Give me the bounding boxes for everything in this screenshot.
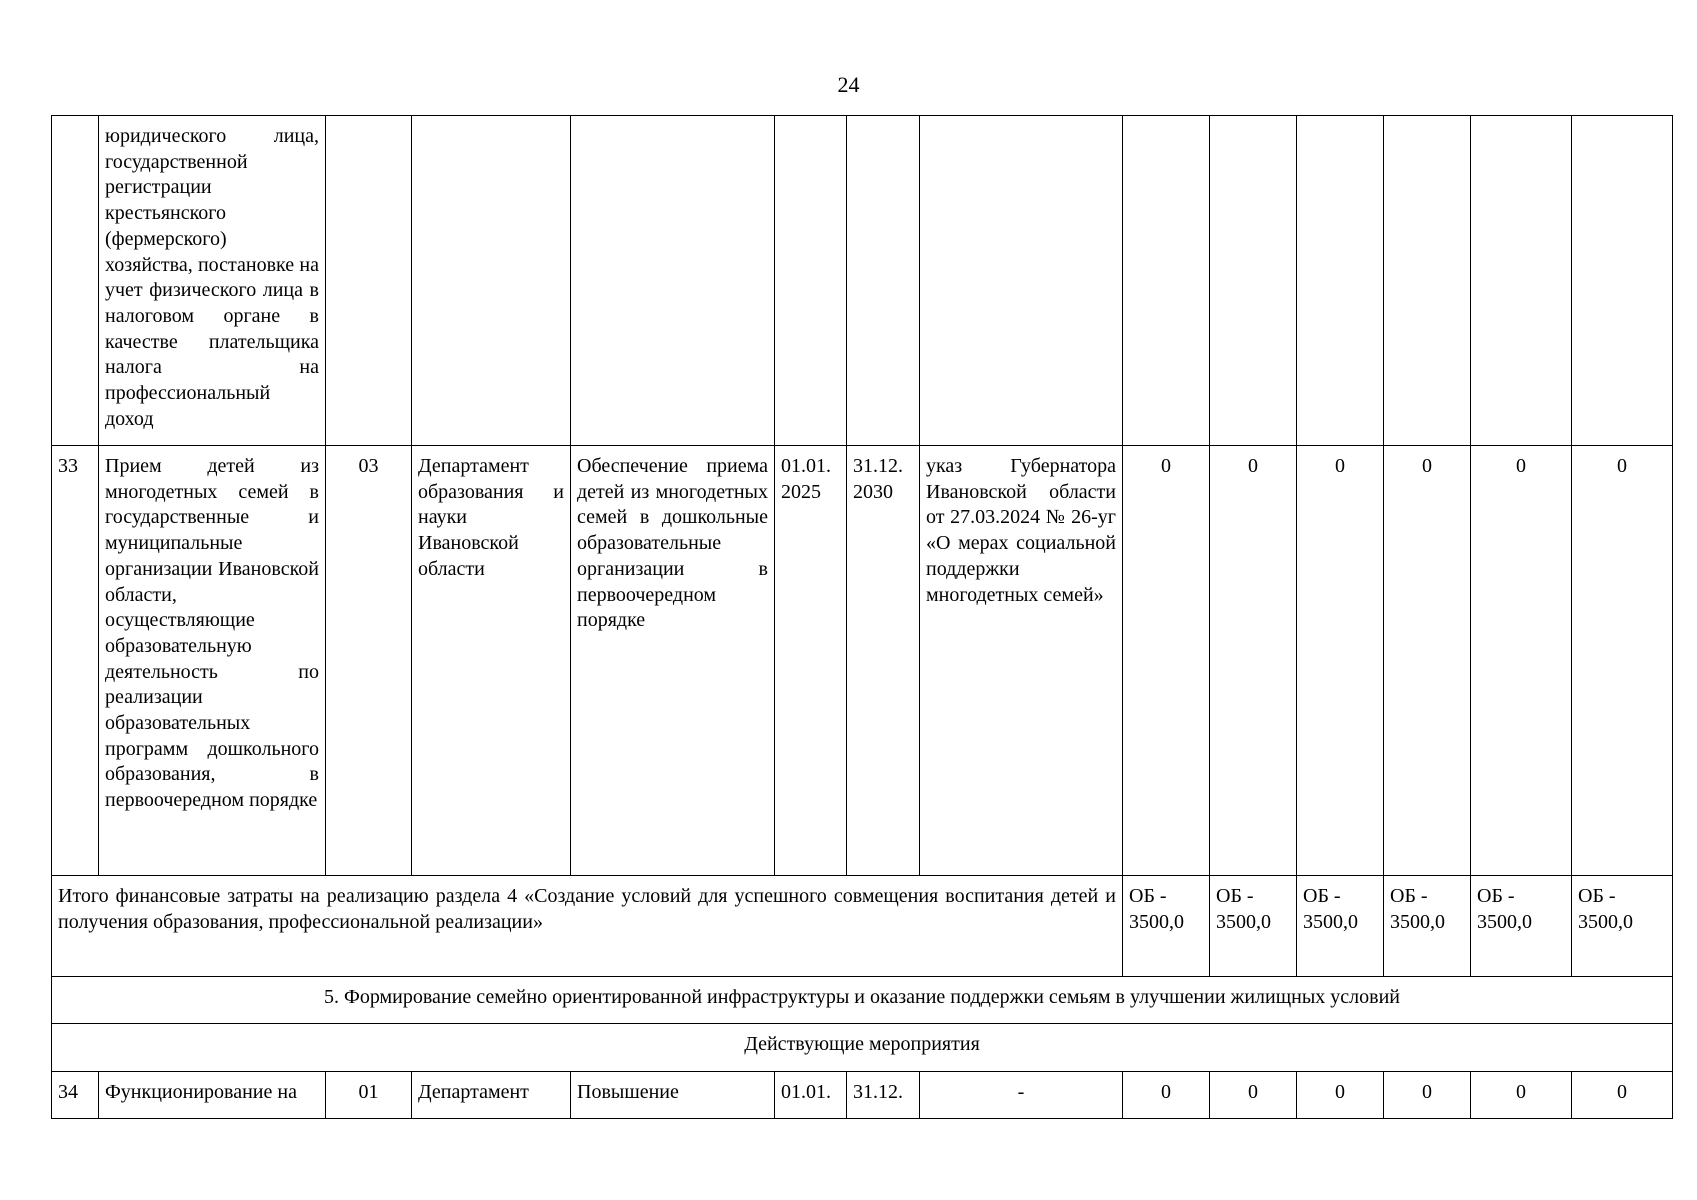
cell-value: 0 — [1123, 446, 1210, 876]
cell-measure-name: Прием детей из многодетных семей в государственные и муниципальные организации Ивановской области, осуществляющие образовательную деятельность по реализации образовательных программ дошкольного образования, в первоочередном порядке — [99, 446, 326, 876]
cell-value: 0 — [1471, 1072, 1572, 1119]
total-value: ОБ - 3500,0 — [1572, 876, 1673, 977]
cell-value: 0 — [1572, 1072, 1673, 1119]
cell-start-date — [775, 116, 847, 446]
cell-value: 0 — [1297, 1072, 1384, 1119]
table-row-33 — [52, 446, 1673, 876]
cell-result: Обеспечение приема детей из многодетных семей в дошкольные образовательные организации в первоочередном порядке — [571, 446, 775, 876]
cell-value — [1572, 116, 1673, 446]
cell-value — [1210, 116, 1297, 446]
section-5-title: 5. Формирование семейно ориентированной инфраструктуры и оказание поддержки семьям в улучшении жилищных условий — [52, 977, 1673, 1024]
cell-code: 01 — [326, 1072, 412, 1119]
cell-measure-name: Функционирование на — [99, 1072, 326, 1119]
total-value: ОБ - 3500,0 — [1123, 876, 1210, 977]
cell-end-date: 31.12. 2030 — [847, 446, 920, 876]
page-number: 24 — [837, 72, 860, 97]
continuation-row — [52, 116, 1673, 446]
total-value: ОБ - 3500,0 — [1210, 876, 1297, 977]
cell-end-date — [847, 116, 920, 446]
cell-result — [571, 116, 775, 446]
cell-value: 0 — [1471, 446, 1572, 876]
cell-number: 33 — [52, 446, 99, 876]
cell-value: 0 — [1384, 1072, 1471, 1119]
total-label: Итого финансовые затраты на реализацию раздела 4 «Создание условий для успешного совмещения воспитания детей и получения образования, профессиональной реализации» — [52, 876, 1123, 977]
total-value: ОБ - 3500,0 — [1297, 876, 1384, 977]
cell-value: 0 — [1123, 1072, 1210, 1119]
program-measures-table — [51, 115, 1673, 1119]
cell-code — [326, 116, 412, 446]
cell-value — [1297, 116, 1384, 446]
cell-value: 0 — [1384, 446, 1471, 876]
section-heading-row — [52, 977, 1673, 1024]
cell-number — [52, 116, 99, 446]
cell-number: 34 — [52, 1072, 99, 1119]
subheading-row — [52, 1024, 1673, 1072]
cell-value: 0 — [1297, 446, 1384, 876]
total-row — [52, 876, 1673, 977]
cell-executor: Департамент — [412, 1072, 571, 1119]
cell-value — [1471, 116, 1572, 446]
cell-basis: - — [920, 1072, 1123, 1119]
cell-executor: Департамент образования и науки Ивановской области — [412, 446, 571, 876]
total-value: ОБ - 3500,0 — [1471, 876, 1572, 977]
cell-value: 0 — [1210, 1072, 1297, 1119]
cell-value: 0 — [1572, 446, 1673, 876]
cell-value — [1384, 116, 1471, 446]
cell-end-date: 31.12. — [847, 1072, 920, 1119]
cell-measure-name: юридического лица, государственной регистрации крестьянского (фермерского) хозяйства, постановке на учет физического лица в налоговом органе в качестве плательщика налога на профессиональный доход — [99, 116, 326, 446]
cell-value: 0 — [1210, 446, 1297, 876]
cell-start-date: 01.01. — [775, 1072, 847, 1119]
cell-basis: указ Губернатора Ивановской области от 27.03.2024 № 26-уг «О мерах социальной поддержки многодетных семей» — [920, 446, 1123, 876]
table-row-34 — [52, 1072, 1673, 1119]
cell-executor — [412, 116, 571, 446]
cell-result: Повышение — [571, 1072, 775, 1119]
cell-code: 03 — [326, 446, 412, 876]
total-value: ОБ - 3500,0 — [1384, 876, 1471, 977]
cell-value — [1123, 116, 1210, 446]
cell-basis — [920, 116, 1123, 446]
cell-start-date: 01.01. 2025 — [775, 446, 847, 876]
section-subheading: Действующие мероприятия — [52, 1024, 1673, 1072]
